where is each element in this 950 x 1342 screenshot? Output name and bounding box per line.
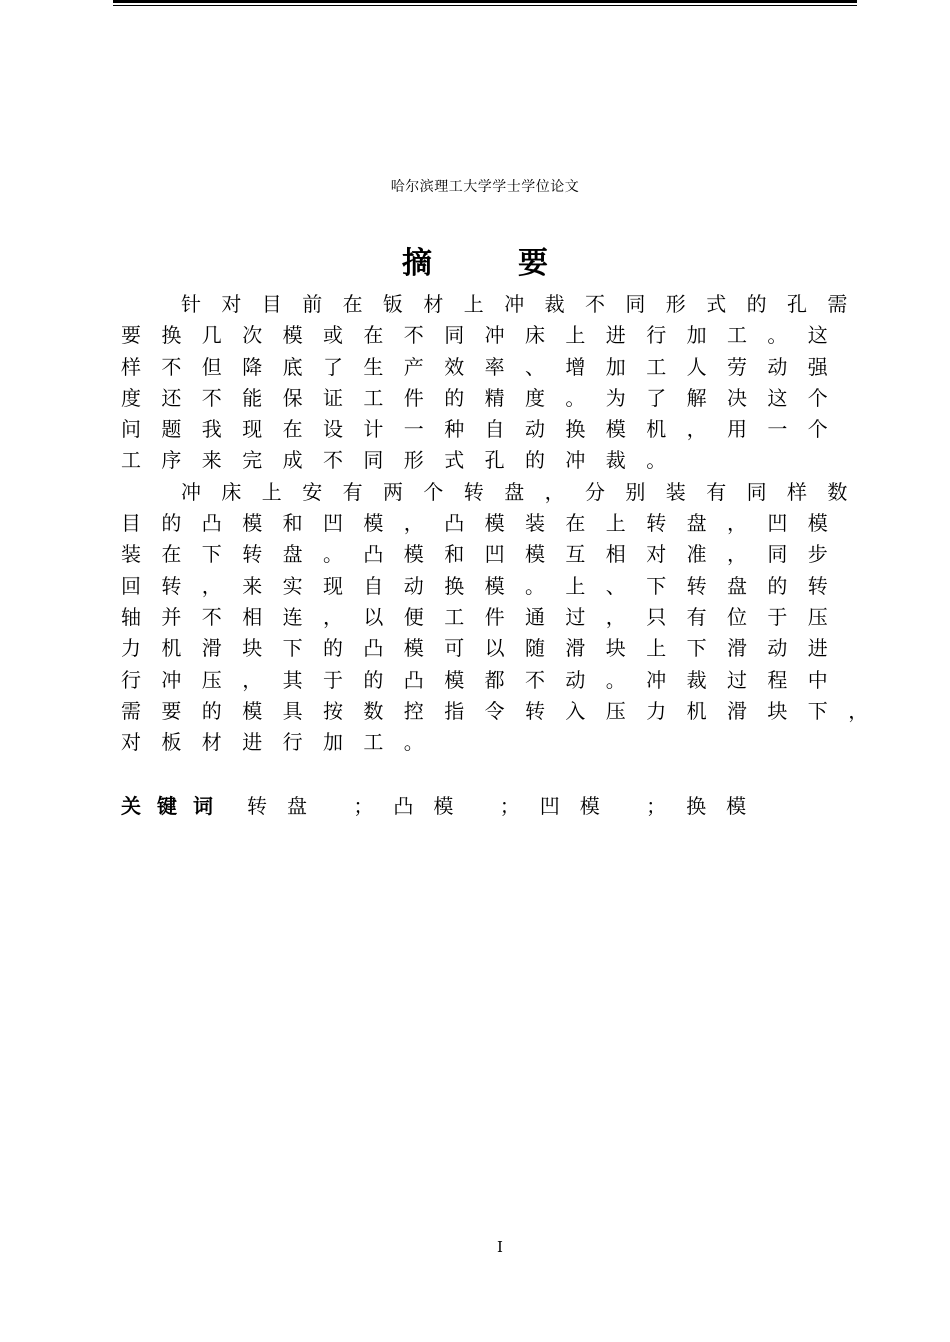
paragraph-2-line-3: 装在下转盘。凸模和凹模互相对准，同步 — [121, 542, 849, 567]
title-char-1: 摘 — [402, 246, 432, 281]
running-header: 哈尔滨理工大学学士学位论文 — [390, 179, 580, 195]
paragraph-2-line-5: 轴并不相连，以便工件通过，只有位于压 — [121, 604, 849, 629]
paragraph-1-line-2: 要换几次模或在不同冲床上进行加工。这 — [121, 323, 849, 348]
paragraph-2-line-6: 力机滑块下的凸模可以随滑块上下滑动进 — [121, 636, 849, 661]
paragraph-2-line-2: 目的凸模和凹模，凸模装在上转盘，凹模 — [121, 511, 849, 536]
title-char-2: 要 — [518, 246, 548, 281]
paragraph-2-line-4: 回转，来实现自动换模。上、下转盘的转 — [121, 573, 849, 598]
paragraph-2-line-1: 冲床上安有两个转盘，分别装有同样数 — [181, 479, 868, 504]
paragraph-2-line-8: 需要的模具按数控指令转入压力机滑块下， — [121, 698, 889, 723]
header-rule-thin — [113, 5, 857, 6]
page-title — [0, 238, 950, 282]
abstract-body — [121, 289, 889, 758]
keywords-label: 关键词 — [121, 794, 229, 818]
paragraph-2-line-9: 对板材进行加工。 — [121, 730, 445, 755]
paragraph-1-line-5: 问题我现在设计一种自动换模机，用一个 — [121, 417, 849, 442]
page-number: I — [497, 1238, 503, 1256]
keywords-line — [121, 790, 766, 819]
header-rule-thick — [113, 0, 857, 3]
paragraph-1-line-1: 针对目前在钣材上冲裁不同形式的孔需 — [181, 292, 868, 316]
paragraph-1-line-6: 工序来完成不同形式孔的冲裁。 — [121, 448, 687, 473]
paragraph-1-line-3: 样不但降底了生产效率、增加工人劳动强 — [121, 354, 849, 379]
paragraph-2-line-7: 行冲压，其于的凸模都不动。冲裁过程中 — [121, 667, 849, 692]
paragraph-1-line-4: 度还不能保证工件的精度。为了解决这个 — [121, 385, 849, 410]
keywords-value: 转盘 ；凸模 ；凹模 ；换模 — [247, 794, 767, 818]
